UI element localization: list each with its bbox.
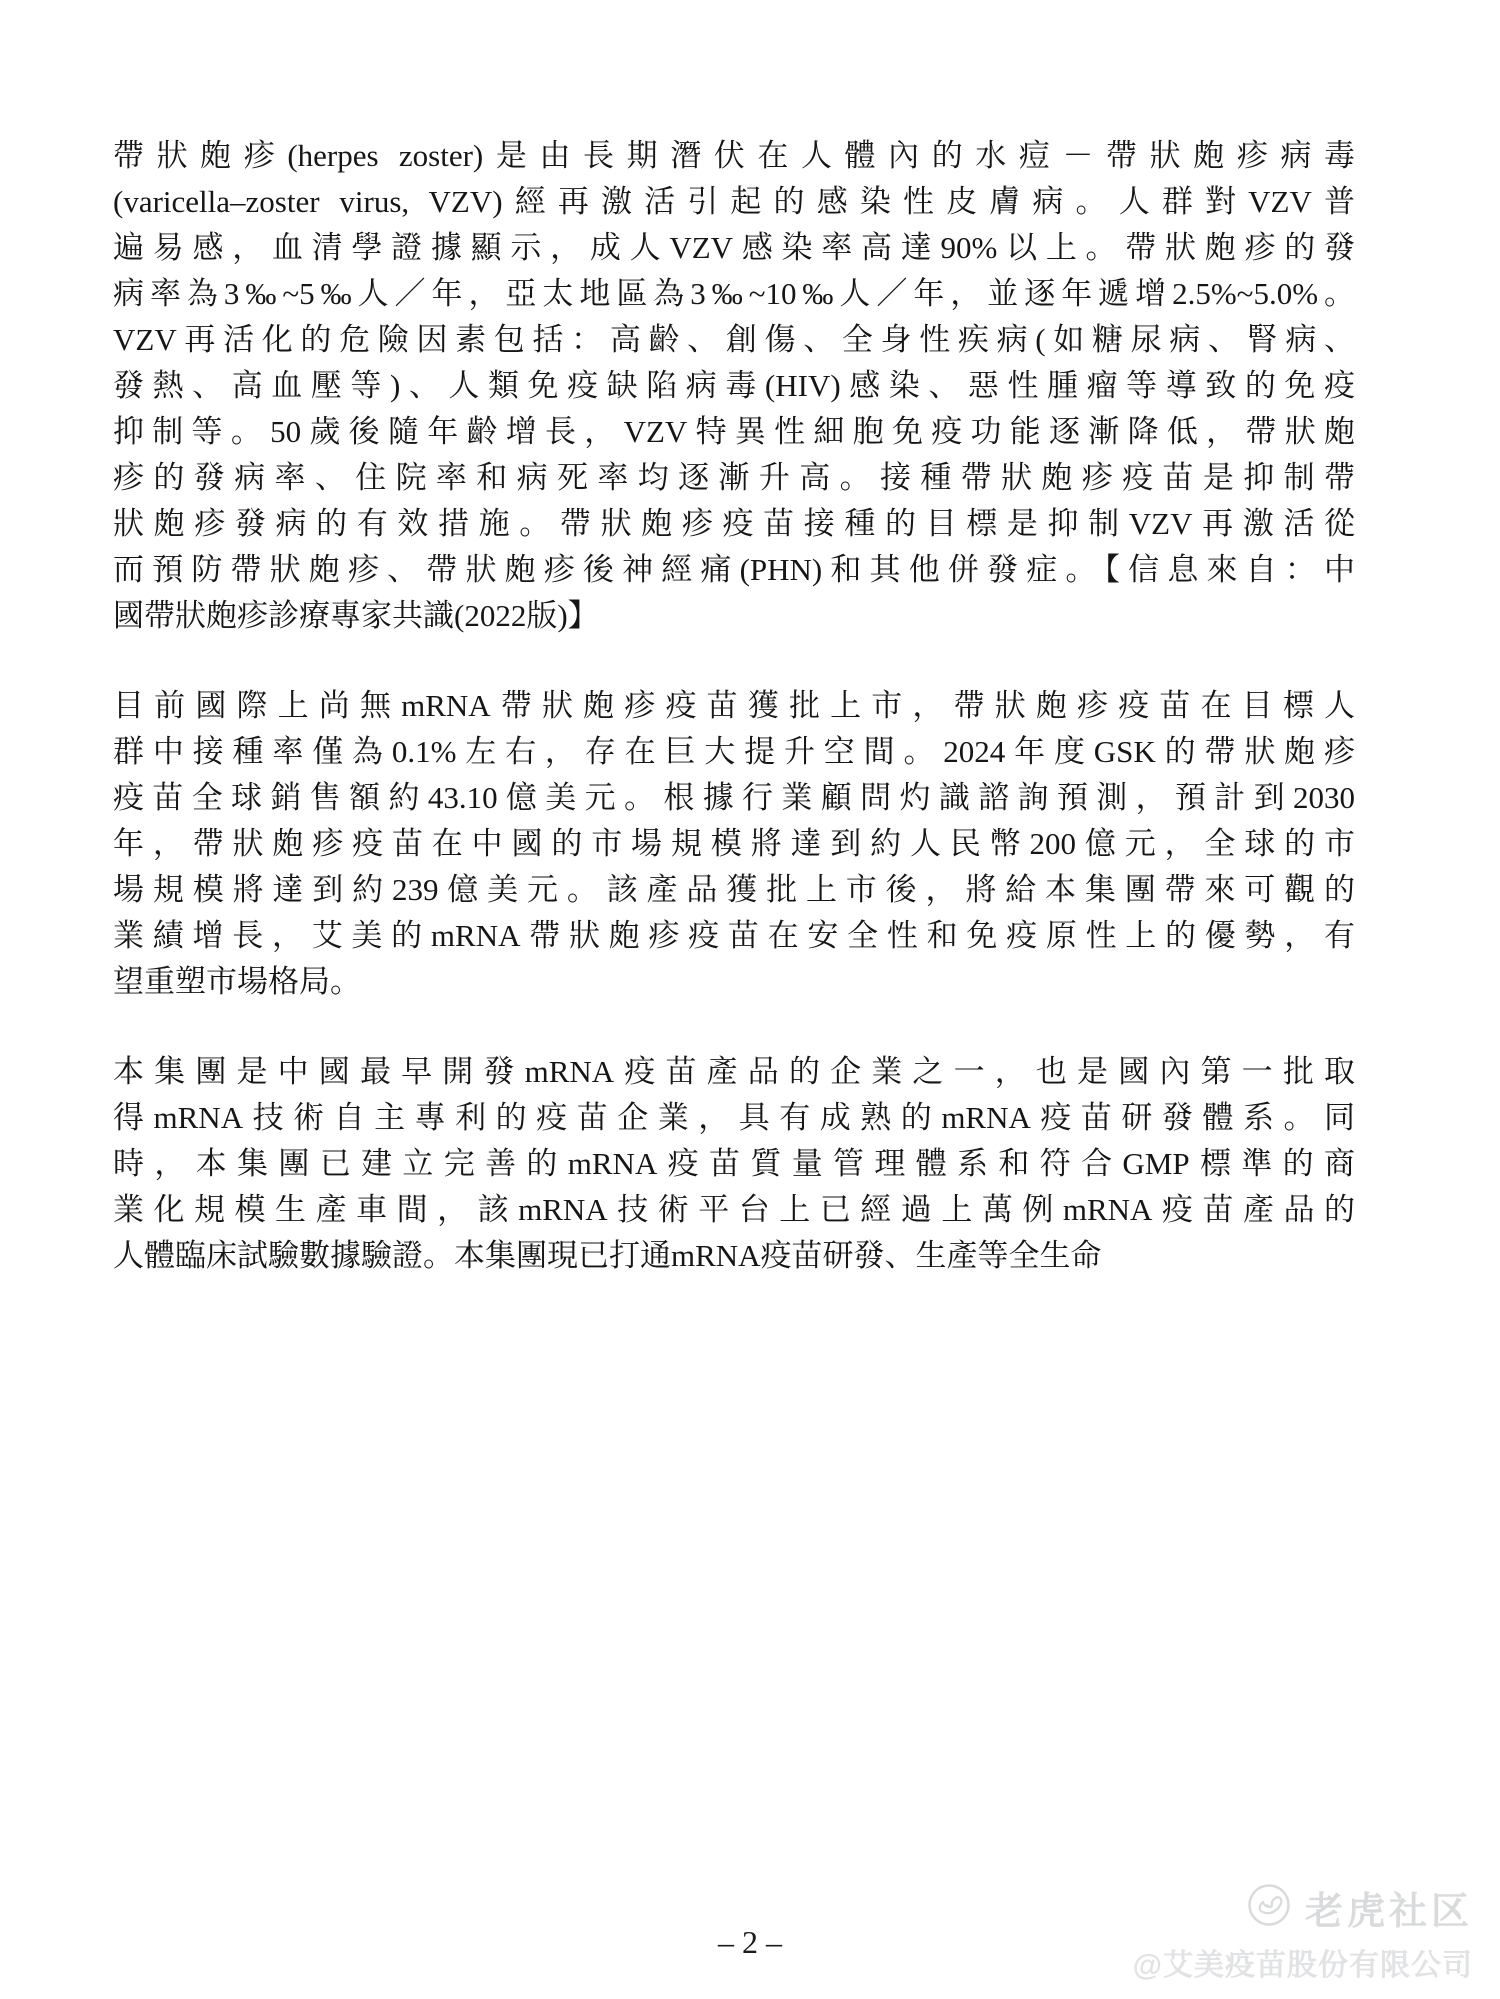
tiger-logo-icon — [1247, 1883, 1291, 1932]
text-line: 得mRNA技術自主專利的疫苗企業，具有成熟的mRNA疫苗研發體系。同 — [113, 1100, 1355, 1135]
watermark — [1133, 1882, 1473, 1984]
text-line: 疫苗全球銷售額約43.10億美元。根據行業顧問灼識諮詢預測，預計到2030 — [113, 780, 1355, 815]
paragraph — [113, 683, 1355, 1005]
paragraph — [113, 1049, 1355, 1279]
text-line: 目前國際上尚無mRNA帶狀皰疹疫苗獲批上市，帶狀皰疹疫苗在目標人 — [113, 688, 1355, 723]
text-line: 抑制等。50歲後隨年齡增長，VZV特異性細胞免疫功能逐漸降低，帶狀皰 — [113, 414, 1355, 449]
text-line: 人體臨床試驗數據驗證。本集團現已打通mRNA疫苗研發、生產等全生命 — [113, 1238, 1102, 1273]
text-line: 時，本集團已建立完善的mRNA疫苗質量管理體系和符合GMP標準的商 — [113, 1146, 1355, 1181]
text-line: 發熱、高血壓等)、人類免疫缺陷病毒(HIV)感染、惡性腫瘤等導致的免疫 — [113, 368, 1355, 403]
text-line: (varicella–zoster virus, VZV)經再激活引起的感染性皮膚病。人群對VZV普 — [113, 184, 1355, 219]
text-line: 群中接種率僅為0.1%左右，存在巨大提升空間。2024年度GSK的帶狀皰疹 — [113, 734, 1355, 769]
text-line: 遍易感，血清學證據顯示，成人VZV感染率高達90%以上。帶狀皰疹的發 — [113, 230, 1355, 265]
text-line: VZV再活化的危險因素包括：高齡、創傷、全身性疾病(如糖尿病、腎病、 — [113, 322, 1355, 357]
text-line: 國帶狀皰疹診療專家共識(2022版)】 — [113, 598, 599, 633]
text-line: 本集團是中國最早開發mRNA疫苗產品的企業之一，也是國內第一批取 — [113, 1054, 1355, 1089]
text-line: 而預防帶狀皰疹、帶狀皰疹後神經痛(PHN)和其他併發症。【信息來自：中 — [113, 552, 1355, 587]
text-line: 望重塑市場格局。 — [113, 964, 361, 999]
text-line: 疹的發病率、住院率和病死率均逐漸升高。接種帶狀皰疹疫苗是抑制帶 — [113, 460, 1355, 495]
watermark-attribution: @艾美疫苗股份有限公司 — [1132, 1949, 1473, 1982]
text-line: 病率為3‰~5‰人／年，亞太地區為3‰~10‰人／年，並逐年遞增2.5%~5.0%。 — [113, 276, 1355, 311]
document-body — [113, 133, 1355, 1323]
page-number: – 2 – — [718, 1924, 782, 1960]
text-line: 年，帶狀皰疹疫苗在中國的市場規模將達到約人民幣200億元，全球的市 — [113, 826, 1355, 861]
text-line: 業化規模生產車間，該mRNA技術平台上已經過上萬例mRNA疫苗產品的 — [113, 1192, 1355, 1227]
paragraph — [113, 133, 1355, 639]
text-line: 業績增長，艾美的mRNA帶狀皰疹疫苗在安全性和免疫原性上的優勢，有 — [113, 918, 1355, 953]
text-line: 帶狀皰疹(herpes zoster)是由長期潛伏在人體內的水痘－帶狀皰疹病毒 — [113, 138, 1355, 173]
watermark-community-name: 老虎社区 — [1304, 1890, 1473, 1933]
text-line: 狀皰疹發病的有效措施。帶狀皰疹疫苗接種的目標是抑制VZV再激活從 — [113, 506, 1355, 541]
watermark-brand-row — [1133, 1882, 1473, 1932]
text-line: 場規模將達到約239億美元。該產品獲批上市後，將給本集團帶來可觀的 — [113, 872, 1355, 907]
